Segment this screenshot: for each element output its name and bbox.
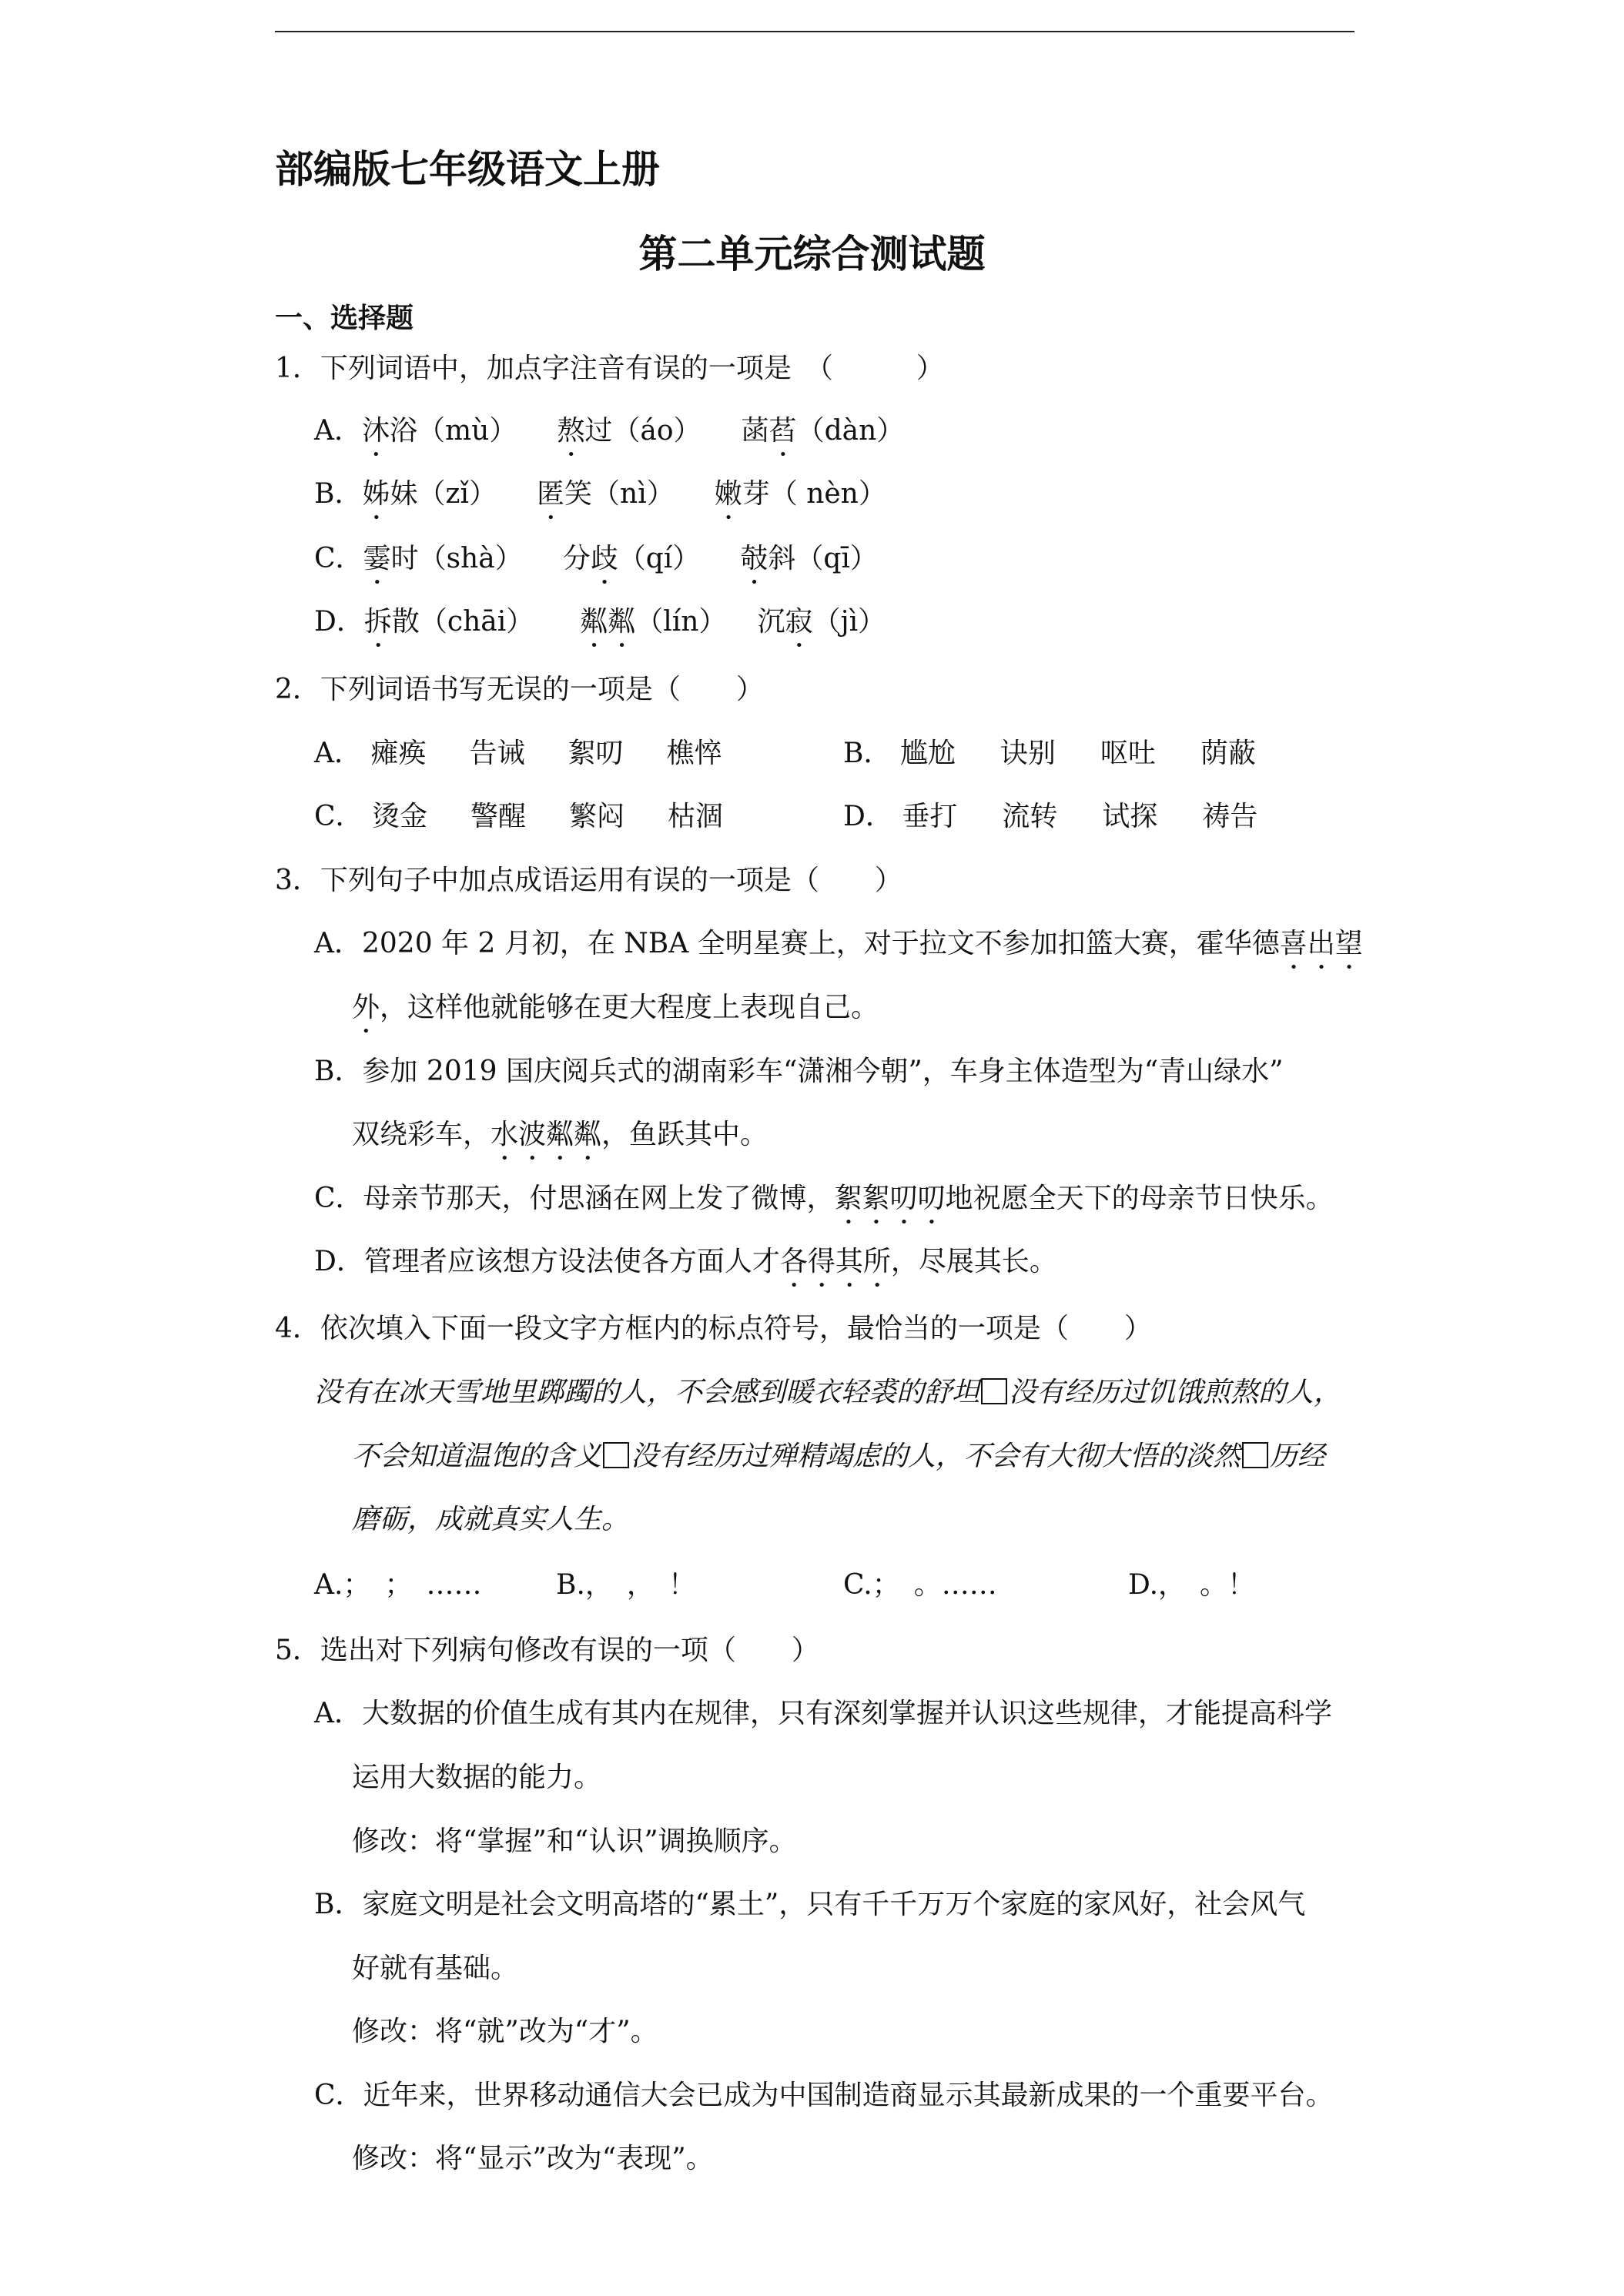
passage-text: 没有经历过殚精竭虑的人，不会有大彻大悟的淡然 [631, 1441, 1241, 1472]
option-label: A． [314, 738, 362, 769]
q4-stem: 4．依次填入下面一段文字方框内的标点符号，最恰当的一项是（ ） [275, 1313, 1152, 1344]
q4-option-c: C.； 。…… [843, 1569, 997, 1601]
sentence-text: 2020 年 2 月初，在 NBA 全明星赛上，对于拉文不参加扣篮大赛，霍华德 [362, 928, 1280, 959]
option-label: D． [314, 606, 364, 638]
q5-option-c-line1: C．近年来，世界移动通信大会已成为中国制造商显示其最新成果的一个重要平台。 [314, 2080, 1334, 2111]
option-label: C． [314, 801, 363, 832]
blank-box [1242, 1442, 1268, 1468]
option-label: B． [843, 738, 892, 769]
emphasized-idiom: 各得其所 [779, 1246, 891, 1277]
word: 试探 [1102, 801, 1158, 832]
blank-box [603, 1442, 629, 1468]
q2-option-b [843, 735, 1301, 772]
option-label: D． [314, 1246, 364, 1277]
option-label: B． [314, 478, 363, 510]
q1-option-d [314, 604, 886, 654]
word-char: 笑 [564, 478, 593, 510]
sentence-text: 双绕彩车， [352, 1119, 491, 1150]
q1-option-b [314, 476, 886, 526]
pinyin: （nì） [592, 478, 675, 510]
sentence-text: ，尽展其长。 [890, 1246, 1057, 1277]
word: 尴尬 [899, 738, 956, 769]
word: 荫蔽 [1200, 738, 1256, 769]
word-char: 分 [562, 543, 591, 574]
q3-stem: 3．下列句子中加点成语运用有误的一项是（ ） [275, 865, 902, 896]
q5-option-b-line2: 好就有基础。 [352, 1953, 519, 1984]
q3-option-b-line1 [314, 1053, 1284, 1090]
q2-option-d [843, 798, 1302, 835]
emphasized-idiom: 水波粼粼 [491, 1119, 602, 1150]
sentence-text: 参加 2019 国庆阅兵式的湖南彩车“潇湘今朝”，车身主体造型为“青山绿水” [362, 1056, 1284, 1087]
q1-stem: 1．下列词语中，加点字注音有误的一项是 （ ） [275, 353, 944, 384]
q5-option-b-line1: B．家庭文明是社会文明高塔的“累土”，只有千千万万个家庭的家风好，社会风气 [314, 1889, 1306, 1920]
word-char: 时 [390, 543, 419, 574]
pinyin: （áo） [612, 415, 702, 447]
pinyin: （zǐ） [417, 478, 497, 510]
word: 瘫痪 [370, 738, 427, 769]
pinyin: （jì） [812, 606, 886, 638]
emphasized-idiom: 外 [352, 992, 380, 1023]
pinyin: （mù） [417, 415, 517, 447]
q3-option-c [314, 1180, 1334, 1230]
passage-text: 没有在冰天雪地里踯躅的人，不会感到暖衣轻裘的舒坦 [314, 1377, 980, 1408]
q2-option-c [314, 798, 766, 835]
q5-option-b-fix: 修改：将“就”改为“才”。 [352, 2016, 658, 2047]
word: 樵悴 [666, 738, 722, 769]
q4-option-d: D.， 。！ [1128, 1569, 1256, 1601]
emphasized-char: 攲 [740, 543, 768, 574]
q5-option-a-line1: A．大数据的价值生成有其内在规律，只有深刻掌握并认识这些规律，才能提高科学 [314, 1698, 1332, 1729]
emphasized-char: 拆 [363, 606, 392, 638]
sentence-text: ，这样他就能够在更大程度上表现自己。 [380, 992, 879, 1023]
sentence-text: 母亲节那天，付思涵在网上发了微博， [363, 1183, 835, 1214]
passage-text: 历经 [1270, 1441, 1326, 1472]
document-subtitle: 第二单元综合测试题 [638, 232, 986, 276]
word-char: 芽 [742, 478, 770, 510]
emphasized-idiom: 喜出望 [1279, 928, 1363, 959]
q4-passage-line3: 磨砺，成就真实人生。 [352, 1504, 630, 1535]
q3-option-d [314, 1243, 1057, 1294]
word: 告诫 [469, 738, 525, 769]
emphasized-char: 粼粼 [580, 606, 636, 638]
option-label: A． [314, 928, 362, 959]
q5-option-c-fix: 修改：将“显示”改为“表现”。 [352, 2143, 714, 2174]
q4-passage-line2 [352, 1438, 1325, 1475]
q2-stem: 2．下列词语书写无误的一项是（ ） [275, 674, 764, 705]
q3-option-a-line2 [352, 989, 879, 1039]
word: 繁闷 [569, 801, 625, 832]
word-char: 斜 [768, 543, 796, 574]
q1-option-c [314, 541, 878, 591]
word: 枯涸 [668, 801, 724, 832]
word-char: 过 [584, 415, 613, 447]
option-label: C． [314, 543, 363, 574]
emphasized-char: 霎 [363, 543, 391, 574]
word: 絮叨 [568, 738, 624, 769]
passage-text: 不会知道温饱的含义 [352, 1441, 602, 1472]
pinyin: （ nèn） [769, 478, 886, 510]
word-char: 妹 [390, 478, 418, 510]
option-label: B． [314, 1056, 363, 1087]
word-char: 沉 [757, 606, 785, 638]
top-rule [275, 31, 1354, 32]
word: 呕吐 [1100, 738, 1156, 769]
q2-option-a [314, 735, 765, 772]
sentence-text: ，鱼跃其中。 [601, 1119, 768, 1150]
passage-text: 没有经历过饥饿煎熬的人， [1009, 1377, 1342, 1408]
word: 祷告 [1202, 801, 1258, 832]
word-char: 菡 [741, 415, 769, 447]
emphasized-char: 歧 [590, 543, 618, 574]
word: 烫金 [372, 801, 428, 832]
q5-option-a-line2: 运用大数据的能力。 [352, 1762, 602, 1793]
pinyin: （lín） [635, 606, 727, 638]
q4-passage-line1 [314, 1374, 1341, 1411]
sentence-text: 地祝愿全天下的母亲节日快乐。 [945, 1183, 1334, 1214]
word: 流转 [1002, 801, 1058, 832]
q3-option-a-line1 [314, 925, 1363, 976]
emphasized-char: 匿 [536, 478, 564, 510]
blank-box [981, 1378, 1007, 1404]
word: 诀别 [1000, 738, 1056, 769]
q3-option-b-line2 [352, 1116, 768, 1166]
sentence-text: 管理者应该想方设法使各方面人才 [363, 1246, 780, 1277]
emphasized-char: 嫩 [714, 478, 742, 510]
q5-stem: 5．选出对下列病句修改有误的一项（ ） [275, 1635, 819, 1666]
emphasized-char: 萏 [768, 415, 797, 447]
q5-option-a-fix: 修改：将“掌握”和“认识”调换顺序。 [352, 1826, 797, 1857]
pinyin: （qí） [618, 543, 701, 574]
q1-option-a [314, 413, 904, 463]
pinyin: （shà） [418, 543, 523, 574]
q4-option-a: A.； ； …… [314, 1569, 482, 1601]
word: 垂打 [902, 801, 958, 832]
emphasized-char: 熬 [557, 415, 585, 447]
pinyin: （qī） [795, 543, 878, 574]
emphasized-idiom: 絮絮叨叨 [834, 1183, 946, 1214]
option-label: C． [314, 1183, 363, 1214]
emphasized-char: 姊 [362, 478, 390, 510]
word-char: 散 [391, 606, 420, 638]
q4-option-b: B.， ， ！ [556, 1569, 696, 1601]
option-label: D． [843, 801, 893, 832]
document-title: 部编版七年级语文上册 [275, 147, 660, 192]
section-heading: 一、选择题 [275, 303, 414, 334]
emphasized-char: 沐 [362, 415, 390, 447]
word: 警醒 [470, 801, 527, 832]
pinyin: （dàn） [796, 415, 905, 447]
emphasized-char: 寂 [785, 606, 813, 638]
option-label: A． [314, 415, 362, 447]
word-char: 浴 [390, 415, 418, 447]
pinyin: （chāi） [419, 606, 534, 638]
